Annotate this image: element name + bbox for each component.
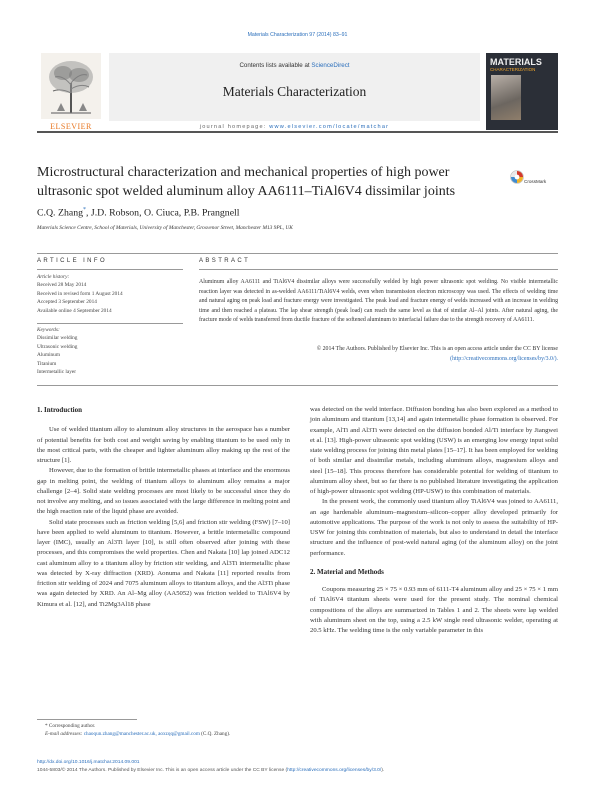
cover-picture <box>491 75 521 120</box>
history-online: Available online 4 September 2014 <box>37 307 112 314</box>
keywords-rule <box>37 323 183 324</box>
contents-line <box>109 62 480 69</box>
copyright-notice <box>199 345 558 364</box>
keyword-item: Titanium <box>37 360 57 367</box>
footnote <box>37 722 297 738</box>
paragraph: Solid state processes such as friction welding [5,6] and friction stir welding (FSW) [7–10] have been applied to weld aluminum to titanium. However, a brittle intermetallic compound layer (IMC), usually an Al3Ti layer [10], is still often observed after joining with these processes, and this compromises the weld properties. Chen and Nakata [10] lap joined ADC12 cast aluminum alloy to a titanium alloy by friction stir welding, and Al3Ti intermetallic phase was detected by X-ray diffraction (XRD). Aonuma and Nakata [11] reported results from friction stir welding of 2024 and 7075 aluminum alloys to titanium alloys, and the Al3Ti phase was again detected by XRD. An Al–Mg alloy (AA5052) was friction welded to TiAl6V4 by Kimura et al. [12], and Ti2Mg3Al18 phase <box>37 518 290 608</box>
paragraph: Use of welded titanium alloy to aluminum alloy structures in the aerospace has a number of potential benefits for both cost and weight saving by enabling titanium to be used only in the most critical parts, with the cheaper and lighter aluminum alloy making up the rest of the structure [1]. <box>37 426 290 464</box>
journal-homepage <box>109 124 480 130</box>
footer-license-link[interactable]: http://creativecommons.org/licenses/by/3.0/ <box>287 767 382 773</box>
article-info-rule <box>37 269 183 270</box>
sciencedirect-link[interactable]: ScienceDirect <box>311 62 350 69</box>
masthead-divider <box>37 131 558 133</box>
author-first[interactable]: C.Q. Zhang <box>37 207 83 219</box>
journal-cover-image[interactable] <box>486 53 558 130</box>
homepage-link[interactable]: www.elsevier.com/locate/matchar <box>269 124 390 130</box>
journal-citation[interactable]: Materials Characterization 97 (2014) 83–91 <box>247 32 348 38</box>
email-line <box>37 730 297 738</box>
paragraph: However, due to the formation of brittle intermetallic phases at interface and the enormous gap in melting point, the welding of titanium alloys to aluminum alloy remains a major challenge [2–4]. Solid state welding processes are most likely to be successful since they do not involve any melting, and so issues associated with the large difference in melting point and the high reaction rate of the liquid phase are avoided. <box>37 467 290 516</box>
paragraph: was detected on the weld interface. Diffusion bonding has also been explored as a method to join aluminum and titanium [13,14] and again intermetallic phase formation is observed. For example, AlTi and Al3Ti were detected on the diffusion bonded Al/Ti interface by Jiangwei et al. [13]. High-power ultrasonic spot welding (USW) is an emerging low energy input solid state welding process for joining thin metal plates [15–17]. It has been employed for welding of both similar and dissimilar metals, including aluminum alloys, magnesium alloys and steel [15–18]. This process therefore has considerable potential for welding of titanium to aluminum alloy sheet, but so far there is no published literature investigating the application of high-power ultrasonic spot welding (HP-USW) to this combination of materials. <box>310 406 558 495</box>
keywords-label: Keywords: <box>37 327 60 333</box>
email-label: E-mail addresses: <box>45 731 84 737</box>
author-emails[interactable]: chaoqun.zhang@manchester.ac.uk, aoxzqq@gmail.com <box>83 731 200 737</box>
article-title: Microstructural characterization and mechanical properties of high power ultrasonic spot welded aluminum alloy AA6111–TiAl6V4 dissimilar joints <box>37 165 456 199</box>
history-revised: Received in revised form 1 August 2014 <box>37 290 123 297</box>
corresponding-author-mark[interactable]: * <box>83 207 86 213</box>
elsevier-tree-logo-icon <box>41 53 101 129</box>
corresponding-author-note: * Corresponding author. <box>45 723 96 729</box>
history-label: Article history: <box>37 274 70 280</box>
keyword-item: Dissimilar welding <box>37 335 78 342</box>
crossmark-label: CrossMark <box>524 179 547 184</box>
publisher-name: ELSEVIER <box>50 122 92 131</box>
license-suffix: ). <box>381 767 385 773</box>
keywords-block <box>37 326 183 376</box>
cover-subtitle: CHARACTERIZATION <box>490 67 536 72</box>
author-list <box>37 207 240 218</box>
keyword-item: Intermetallic layer <box>37 369 76 376</box>
license-prefix: 1044-5803/© 2014 The Authors. Published by Elsevier Inc. This is an open access article under the CC BY license ( <box>37 767 288 773</box>
masthead <box>37 53 558 137</box>
journal-title: Materials Characterization <box>222 84 367 99</box>
keyword-item: Aluminum <box>37 352 60 359</box>
cover-title: MATERIALS <box>490 57 542 67</box>
paragraph: In the present work, the commonly used titanium alloy TiAl6V4 was joined to AA6111, an age hardenable aluminum–magnesium–silicon–copper alloy developed primarily for automotive applications. The purpose of the work is not only to assess the suitability of HP-USW for joining this combination of materials, but also to understand in detail the interface structure and the influence of post-weld natural aging (of the aluminum alloy) on the joint performance. <box>310 498 558 557</box>
right-column <box>310 405 558 636</box>
affiliation: Materials Science Centre, School of Materials, University of Manchester, Grosvenor Street, Manchester M13 9PL, UK <box>37 225 293 231</box>
keyword-item: Ultrasonic welding <box>37 343 78 350</box>
paragraph: Coupons measuring 25 × 75 × 0.93 mm of 6111-T4 aluminum alloy and 25 × 75 × 1 mm of TiAl6V4 titanium sheets were used for the present study. The nominal chemical compositions of the alloys are summarized in Tables 1 and 2. The sheets were lap welded with aluminum sheet on the top, using a 2.5 kW single reed ultrasonic welder, operating at 20.5 kHz. The welding time is the only variable parameter in this <box>310 586 559 634</box>
left-column <box>37 405 290 610</box>
abstract-divider-bottom <box>37 385 558 386</box>
homepage-prefix: journal homepage: <box>199 124 270 130</box>
license-link[interactable]: (http://creativecommons.org/licenses/by/3.0/). <box>450 355 558 362</box>
page-footer <box>37 759 558 774</box>
doi-link[interactable]: http://dx.doi.org/10.1016/j.matchar.2014.09.001 <box>37 760 140 765</box>
abstract-text: Aluminum alloy AA6111 and TiAl6V4 dissimilar alloys were successfully welded by high power ultrasonic spot welding. No visible intermetallic reaction layer was detected in as-welded AA6111/TiAl6V4 welds, even when transmission electron microscopy was used. The effects of welding time and natural aging on peak load and fracture energy were investigated. The peak load and fracture energy of welds increased with an increase in welding time and then reached a plateau. The lap shear strength (peak load) can reach the same level as that of similar Al–Al joints. After natural aging, the fracture mode of welds transferred from ductile fracture of the softened aluminum to interfacial failure due to the strength recovery of AA6111. <box>199 279 558 324</box>
article-info-heading: ARTICLE INFO <box>37 258 108 264</box>
info-divider-top <box>37 253 558 254</box>
history-received: Received 28 May 2014 <box>37 282 87 289</box>
footnote-rule <box>37 719 137 720</box>
author-rest[interactable]: , J.D. Robson, O. Ciuca, P.B. Prangnell <box>86 207 240 219</box>
email-suffix: (C.Q. Zhang). <box>199 731 231 737</box>
article-history <box>37 273 183 315</box>
abstract-heading: ABSTRACT <box>199 258 251 264</box>
license-line <box>37 767 558 775</box>
introduction-heading: 1. Introduction <box>37 406 82 414</box>
methods-heading: 2. Material and Methods <box>310 567 384 576</box>
copyright-text: © 2014 The Authors. Published by Elsevier Inc. This is an open access article under the CC BY license <box>316 346 558 352</box>
abstract-rule <box>199 269 558 270</box>
contents-prefix: Contents lists available at <box>239 62 312 69</box>
crossmark-icon <box>510 170 524 184</box>
crossmark-badge[interactable] <box>510 166 554 190</box>
history-accepted: Accepted 3 September 2014 <box>37 299 97 306</box>
